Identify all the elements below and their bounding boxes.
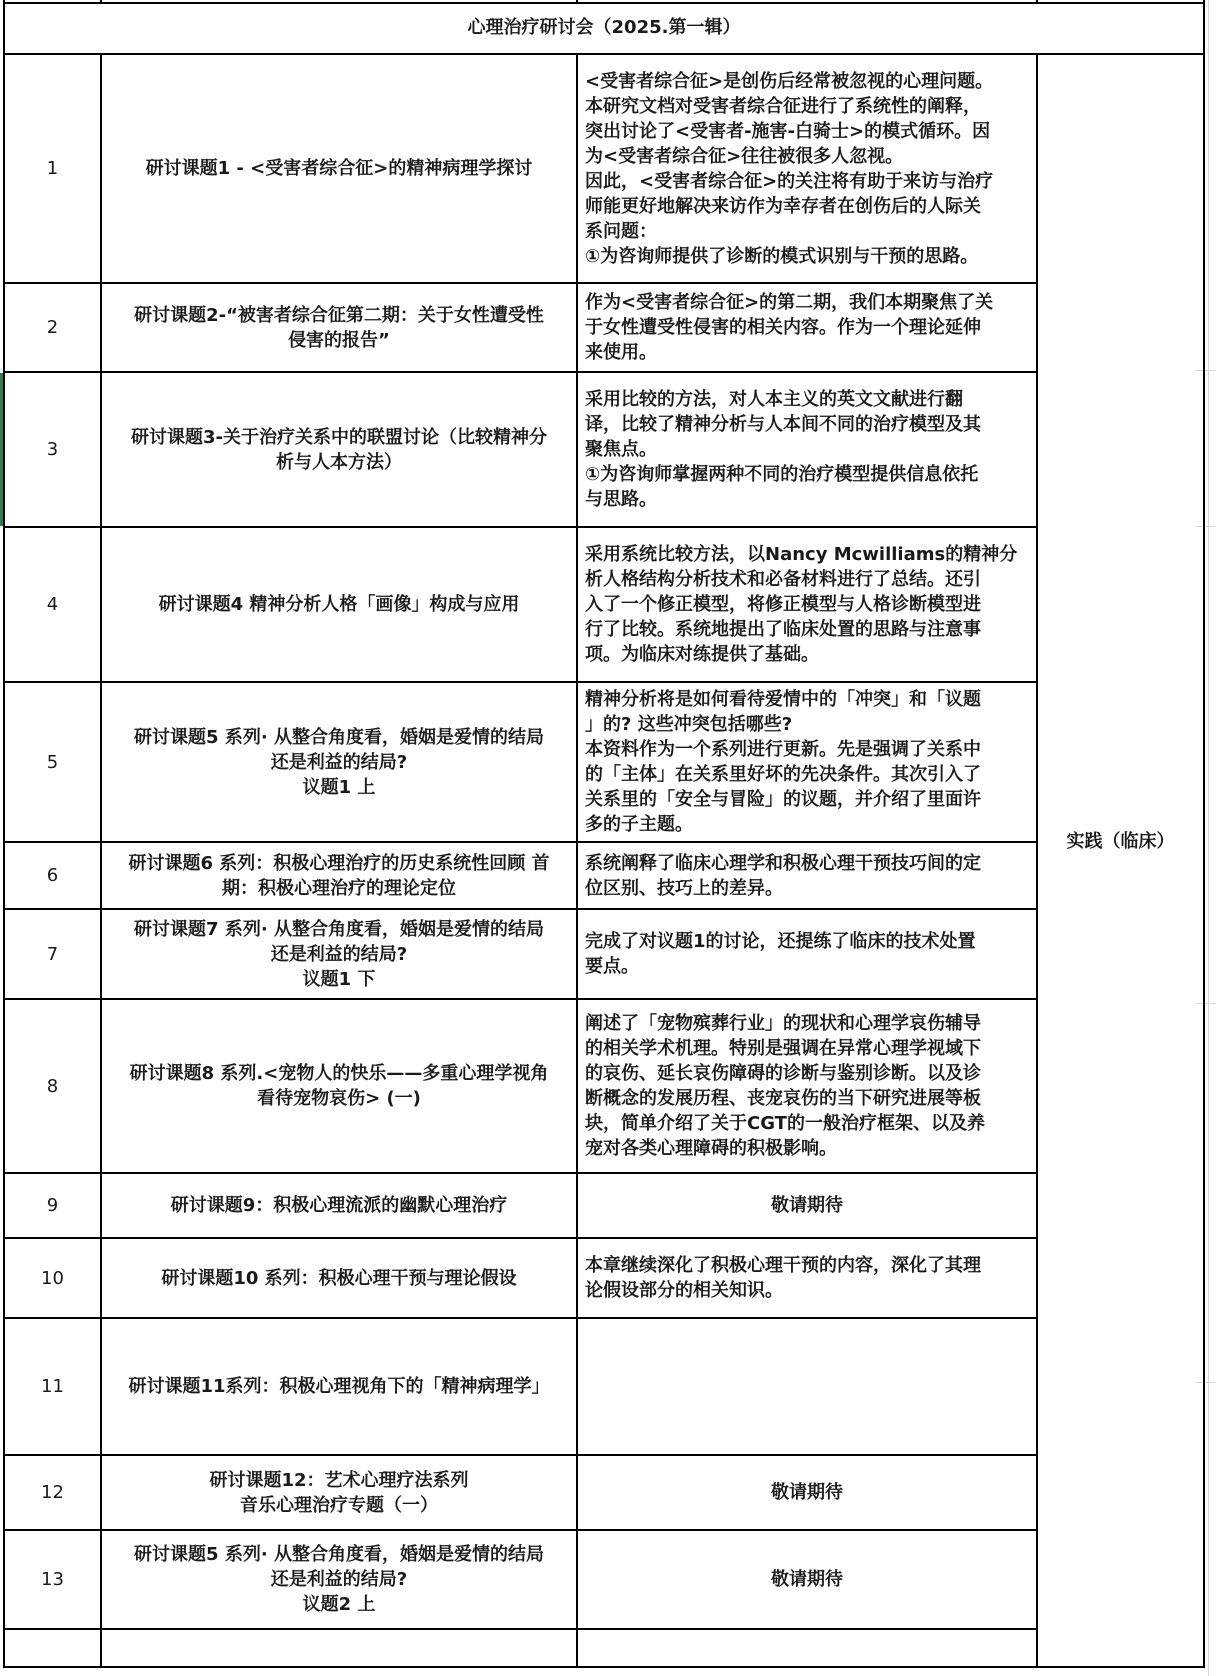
table-row-number[interactable]: 3	[46, 439, 59, 460]
table-row-topic[interactable]: 研讨课题10 系列：积极心理干预与理论假设	[161, 1267, 517, 1289]
table-row-number[interactable]: 7	[46, 943, 59, 965]
table-border	[3, 841, 1038, 843]
table-border	[3, 1172, 1038, 1174]
table-row-topic[interactable]: 研讨课题4 精神分析人格「画像」构成与应用	[158, 594, 520, 615]
table-row-description[interactable]: 敬请期待	[771, 1195, 843, 1216]
table-row-number[interactable]: 9	[46, 1195, 59, 1216]
table-row-description[interactable]	[577, 1318, 1037, 1455]
table-row-topic[interactable]: 研讨课题2-“被害者综合征第二期：关于女性遭受性 侵害的报告”	[134, 304, 544, 351]
table-row-number[interactable]: 11	[41, 1376, 64, 1397]
table-border	[3, 53, 1205, 55]
table-row-topic[interactable]: 研讨课题5 系列· 从整合角度看，婚姻是爱情的结局 还是利益的结局? 议题1 上	[134, 726, 544, 798]
table-row-description[interactable]: 完成了对议题1的讨论，还提练了临床的技术处置 要点。	[585, 931, 976, 977]
table-row-topic[interactable]: 研讨课题11系列：积极心理视角下的「精神病理学」	[128, 1376, 550, 1397]
table-row-description[interactable]: 采用系统比较方法，以Nancy Mcwilliams的精神分 析人格结构分析技术和必备材料进行了总结。还引 入了一个修正模型，将修正模型与人格诊断模型进 行了比较。系统地提出了临床处置的思路与注意事 项。为临床对练提供了基础。	[585, 544, 1018, 665]
table-row-topic[interactable]: 研讨课题7 系列· 从整合角度看，婚姻是爱情的结局 还是利益的结局? 议题1 下	[134, 918, 544, 990]
table-row-number[interactable]: 8	[46, 1075, 59, 1097]
table-border	[3, 681, 1038, 683]
table-row-number[interactable]: 10	[41, 1267, 64, 1289]
table-row-number[interactable]: 2	[46, 317, 59, 338]
table-row-description[interactable]: 采用比较的方法，对人本主义的英文文献进行翻 译，比较了精神分析与人本间不同的治疗模型及其 聚焦点。 ①为咨询师掌握两种不同的治疗模型提供信息依托 与思路。	[585, 389, 981, 510]
table-row-topic[interactable]: 研讨课题1 - <受害者综合征>的精神病理学探讨	[145, 158, 533, 179]
table-border	[3, 0, 5, 1667]
table-border	[576, 54, 578, 1667]
table-border	[3, 1454, 1038, 1456]
table-row-topic[interactable]: 研讨课题6 系列：积极心理治疗的历史系统性回顾 首 期：积极心理治疗的理论定位	[128, 852, 550, 899]
table-border	[3, 2, 1205, 4]
table-border	[1036, 54, 1038, 1667]
table-row-number[interactable]: 6	[46, 865, 59, 886]
table-border	[3, 998, 1038, 1000]
table-row-topic[interactable]: 研讨课题5 系列· 从整合角度看，婚姻是爱情的结局 还是利益的结局? 议题2 上	[134, 1544, 544, 1615]
table-row-topic[interactable]: 研讨课题9：积极心理流派的幽默心理治疗	[170, 1195, 508, 1216]
table-row-description[interactable]: 精神分析将是如何看待爱情中的「冲突」和「议题 」的? 这些冲突包括哪些? 本资料作为一个系列进行更新。先是强调了关系中 的「主体」在关系里好坏的先决条件。其次引入了 关系里的「安全与冒险」的议题，并介绍了里面许 多的子主题。	[585, 689, 981, 835]
table-row-description[interactable]: 系统阐释了临床心理学和积极心理干预技巧间的定 位区别、技巧上的差异。	[585, 852, 981, 899]
table-row-topic[interactable]: 研讨课题3-关于治疗关系中的联盟讨论（比较精神分 析与人本方法）	[131, 426, 547, 473]
table-row-description[interactable]: <受害者综合征>是创伤后经常被忽视的心理问题。 本研究文档对受害者综合征进行了系统性的阐释， 突出讨论了<受害者-施害-白骑士>的模式循环。因 为<受害者综合征>往往被很多人忽视。 因此，<受害者综合征>的关注将有助于来访与治疗 师能更好地解决来访作为幸存者在创伤后的人际关 系问题： ①为咨询师提供了诊断的模式识别与干预的思路。	[585, 70, 994, 267]
table-border	[3, 1237, 1038, 1239]
table-row-description[interactable]: 敬请期待	[771, 1569, 843, 1590]
table-row-number[interactable]: 13	[41, 1569, 64, 1590]
category-text: 实践（临床）	[1066, 831, 1175, 852]
table-row-topic[interactable]: 研讨课题12：艺术心理疗法系列 音乐心理治疗专题（一）	[209, 1469, 469, 1516]
table-border	[1203, 0, 1205, 1667]
empty-cell[interactable]	[577, 1629, 1037, 1667]
table-row-number[interactable]: 1	[46, 158, 59, 179]
empty-cell[interactable]	[101, 1629, 577, 1667]
table-row-topic[interactable]: 研讨课题8 系列.<宠物人的快乐——多重心理学视角 看待宠物哀伤> (一)	[129, 1063, 549, 1109]
table-border	[3, 371, 1038, 373]
table-row-description[interactable]: 本章继续深化了积极心理干预的内容，深化了其理 论假设部分的相关知识。	[585, 1255, 981, 1301]
table-title[interactable]	[4, 0, 1204, 54]
table-border	[3, 908, 1038, 910]
table-border	[100, 54, 102, 1667]
table-border	[3, 526, 1038, 528]
category-cell[interactable]	[1037, 54, 1204, 1629]
table-border	[3, 282, 1038, 284]
table-border	[3, 1529, 1038, 1531]
table-row-number[interactable]: 5	[46, 751, 59, 773]
table-border	[3, 1666, 1205, 1668]
table-row-description[interactable]: 阐述了「宠物殡葬行业」的现状和心理学哀伤辅导 的相关学术机理。特别是强调在异常心理学视域下 的哀伤、延长哀伤障碍的诊断与鉴别诊断。以及诊 断概念的发展历程、丧宠哀伤的当下研究进展等板 块，简单介绍了关于CGT的一般治疗框架、以及养 宠对各类心理障碍的积极影响。	[585, 1013, 985, 1159]
table-row-number[interactable]: 4	[46, 594, 59, 615]
gridline	[1208, 0, 1209, 1676]
table-row-description[interactable]: 敬请期待	[771, 1482, 843, 1503]
table-border	[3, 1317, 1038, 1319]
empty-cell[interactable]	[4, 1629, 101, 1667]
table-row-number[interactable]: 12	[41, 1482, 64, 1503]
table-border	[3, 1628, 1038, 1630]
table-row-description[interactable]: 作为<受害者综合征>的第二期，我们本期聚焦了关 于女性遭受性侵害的相关内容。作为一个理论延伸 来使用。	[585, 292, 994, 363]
table-title-text: 心理治疗研讨会（2025.第一辑）	[467, 16, 741, 38]
